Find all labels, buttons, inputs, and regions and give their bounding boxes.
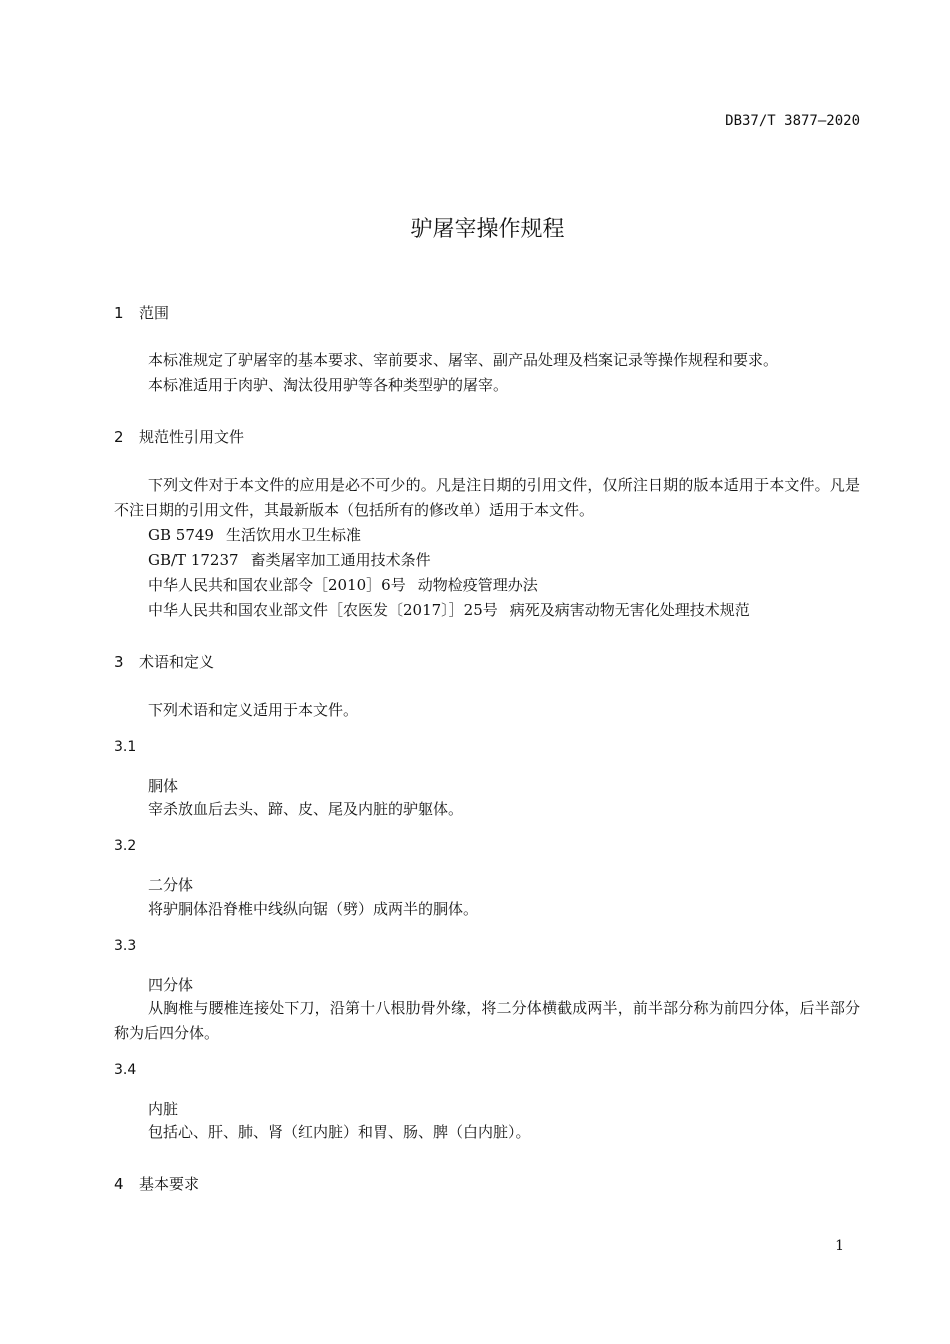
term-number: 3.1 — [114, 739, 137, 755]
term-name: 胴体 — [148, 777, 179, 795]
reference-name: 病死及病害动物无害化处理技术规范 — [509, 601, 750, 619]
term-number: 3.4 — [114, 1062, 137, 1078]
reference-code: 中华人民共和国农业部文件［农医发〔2017〕］25号 — [148, 601, 498, 619]
term-definition: 包括心、肝、肺、肾（红内脏）和胃、肠、脾（白内脏）。 — [148, 1123, 531, 1141]
term-name: 四分体 — [148, 976, 194, 994]
section-4-number: 4 — [114, 1175, 124, 1193]
section-3-title: 术语和定义 — [139, 653, 215, 671]
reference-name: 生活饮用水卫生标准 — [225, 526, 361, 544]
section-4-title: 基本要求 — [139, 1175, 200, 1193]
document-code: DB37/T 3877—2020 — [725, 113, 860, 129]
reference-code: GB 5749 — [148, 526, 214, 544]
reference-item — [148, 548, 431, 573]
page-title: 驴屠宰操作规程 — [410, 217, 565, 242]
section-2-heading — [114, 426, 244, 447]
reference-name: 动物检疫管理办法 — [417, 576, 538, 594]
section-1-heading — [114, 302, 169, 323]
section-2-number: 2 — [114, 428, 124, 446]
term-definition: 将驴胴体沿脊椎中线纵向锯（劈）成两半的胴体。 — [148, 900, 479, 918]
section-2-paragraph-1: 下列文件对于本文件的应用是必不可少的。凡是注日期的引用文件，仅所注日期的版本适用于本文件。凡是不注日期的引用文件，其最新版本（包括所有的修改单）适用于本文件。 — [114, 476, 860, 519]
term-number: 3.3 — [114, 938, 137, 954]
reference-item — [148, 598, 750, 623]
section-1-title: 范围 — [139, 304, 170, 322]
section-3-number: 3 — [114, 653, 124, 671]
reference-code: 中华人民共和国农业部令［2010］6号 — [148, 576, 406, 594]
section-1-number: 1 — [114, 304, 124, 322]
section-4-heading — [114, 1173, 199, 1194]
term-name: 二分体 — [148, 876, 194, 894]
section-1-paragraph-2: 本标准适用于肉驴、淘汰役用驴等各种类型驴的屠宰。 — [148, 376, 509, 394]
reference-name: 畜类屠宰加工通用技术条件 — [250, 551, 431, 569]
term-name: 内脏 — [148, 1100, 179, 1118]
reference-code: GB/T 17237 — [148, 551, 239, 569]
reference-item — [148, 523, 361, 548]
section-1-paragraph-1: 本标准规定了驴屠宰的基本要求、宰前要求、屠宰、副产品处理及档案记录等操作规程和要求。 — [148, 351, 779, 369]
reference-item — [148, 573, 538, 598]
section-2-title: 规范性引用文件 — [139, 428, 245, 446]
section-3-heading — [114, 651, 214, 672]
page-number: 1 — [835, 1238, 844, 1254]
term-definition: 从胸椎与腰椎连接处下刀，沿第十八根肋骨外缘，将二分体横截成两半，前半部分称为前四分体，后半部分称为后四分体。 — [114, 999, 860, 1042]
term-number: 3.2 — [114, 838, 137, 854]
section-3-paragraph-1: 下列术语和定义适用于本文件。 — [148, 701, 359, 719]
term-definition: 宰杀放血后去头、蹄、皮、尾及内脏的驴躯体。 — [148, 800, 464, 818]
